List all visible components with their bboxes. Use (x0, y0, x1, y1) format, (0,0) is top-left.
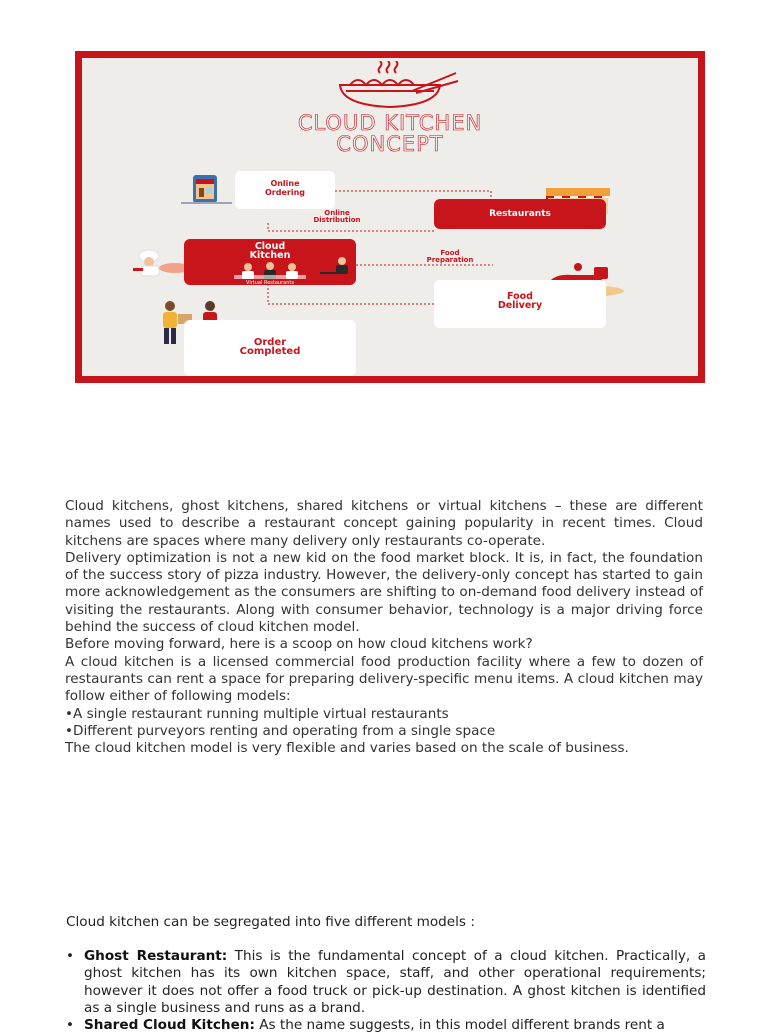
paragraph-flexible: The cloud kitchen model is very flexible and varies based on the scale of business. (65, 740, 629, 757)
paragraph-model-single: •A single restaurant running multiple virtual restaurants (65, 705, 449, 722)
online-ordering-line2: Ordering (264, 188, 305, 197)
list-item (66, 948, 706, 1017)
kitchen-staff-icon (230, 261, 310, 279)
restaurants-node (434, 199, 606, 229)
cook-icon (318, 255, 358, 279)
infographic-title-line2: CONCEPT (336, 132, 444, 156)
paragraph-intro: Cloud kitchens, ghost kitchens, shared kitchens or virtual kitchens – these are different names used to describe a restaurant concept gaining popularity in recent times. Cloud kitchens are spaces where many delivery only restaurants co-operate. (65, 498, 703, 549)
paragraph-delivery: Delivery optimization is not a new kid on the food market block. It is, in fact, the foundation of the success story of pizza industry. However, the delivery-only concept has started to gain more acknowledgement as the consumers are shifting to on-demand food delivery instead of visiting the restaurants. Along with consumer behavior, technology is a major driving force behind the success of cloud kitchen model. (65, 549, 703, 636)
cloud-kitchen-infographic (75, 51, 705, 383)
cloud-kitchen-line1: Cloud (254, 241, 286, 252)
cloud-kitchen-line2: Kitchen (249, 250, 291, 261)
online-distribution-line1: Online (324, 209, 350, 217)
model-title: Shared Cloud Kitchen: (84, 1017, 255, 1034)
online-ordering-node (235, 171, 335, 209)
article-body (65, 498, 703, 757)
cloud-kitchen-subtitle: Virtual Restaurants (246, 280, 294, 286)
list-item (66, 1017, 706, 1034)
model-text: This is the fundamental concept of a cloud kitchen. Practically, a ghost kitchen has its own kitchen space, staff, and other operational requirements; however it does not offer a food truck or pick-up destination. A ghost kitchen is identified as a single business and runs as a brand. (84, 948, 706, 1016)
infographic-panel (82, 58, 698, 376)
restaurants-label: Restaurants (489, 209, 551, 219)
paragraph-scoop: Before moving forward, here is a scoop on how cloud kitchens work? (65, 636, 533, 653)
infographic-title (82, 113, 698, 155)
noodle-bowl-icon (332, 61, 462, 111)
online-distribution-line2: Distribution (313, 216, 361, 224)
model-text: As the name suggests, in this model different brands rent a (254, 1017, 665, 1034)
food-delivery-line1: Food (507, 291, 533, 302)
paragraph-definition: A cloud kitchen is a licensed commercial food production facility where a few to dozen of restaurants can rent a space for preparing delivery-specific menu items. A cloud kitchen may follow either of following models: (65, 653, 703, 705)
online-ordering-line1: Online (270, 179, 300, 188)
bullet-glyph: • (66, 1017, 75, 1034)
order-completed-node (184, 320, 356, 376)
food-delivery-node (434, 280, 606, 328)
food-preparation-line1: Food (440, 249, 460, 257)
bullet-glyph: • (66, 948, 75, 964)
food-delivery-line2: Delivery (497, 300, 543, 311)
phone-shop-icon (179, 173, 234, 205)
food-preparation-label (402, 250, 498, 264)
model-title: Ghost Restaurant: (84, 948, 228, 964)
order-completed-line1: Order (253, 337, 287, 348)
online-distribution-label (292, 210, 382, 224)
models-intro: Cloud kitchen can be segregated into five different models : (66, 914, 475, 930)
models-list (66, 948, 706, 1034)
order-completed-line2: Completed (239, 346, 301, 357)
paragraph-model-purveyors: •Different purveyors renting and operating from a single space (65, 722, 496, 739)
food-preparation-line2: Preparation (426, 256, 474, 264)
infographic-title-line1: CLOUD KITCHEN (297, 111, 483, 135)
